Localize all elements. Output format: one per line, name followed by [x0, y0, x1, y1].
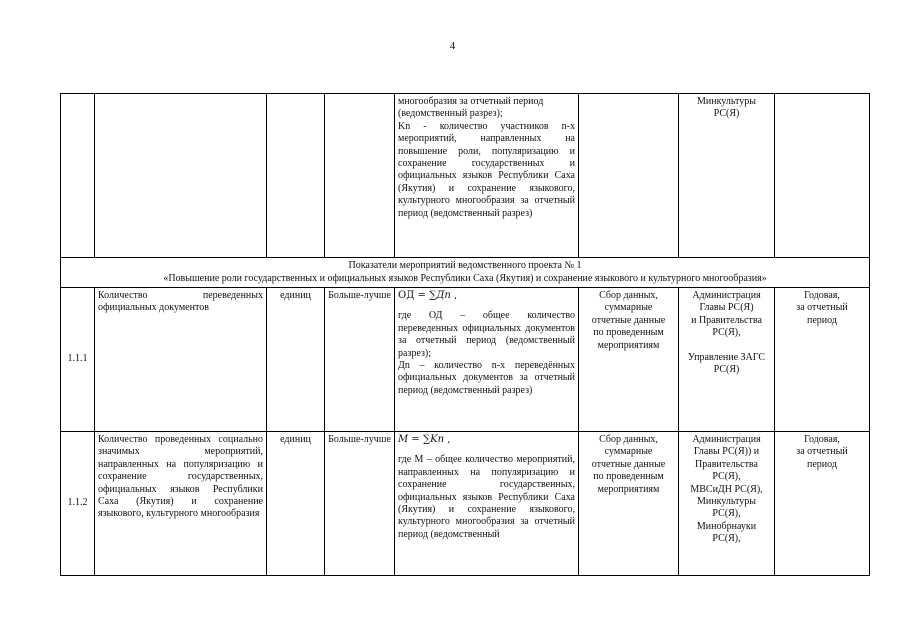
period-text: период [807, 458, 837, 470]
source-text: отчетные данные [591, 458, 666, 470]
cell-direction: Больше-лучше [325, 432, 395, 576]
source-text: мероприятиям [597, 483, 660, 495]
cell-method [395, 94, 579, 258]
cell-name: Количество проведенных социально значимых мероприятий, направленных на популяризацию и сохранение государственных, официальных языков Республики Саха (Якутия) и сохранение языкового, культурного многообразия [95, 432, 267, 576]
cell-name: Количество переведенных официальных документов [95, 288, 267, 432]
responsible-text: РС(Я), [712, 471, 741, 483]
formula: ОД = ∑Дn , [398, 290, 458, 301]
responsible-text: РС(Я), [712, 327, 741, 339]
responsible-text: Администрация [692, 434, 761, 445]
responsible-text: Минкультуры [697, 496, 756, 508]
cell-source [579, 288, 679, 432]
cell-number: 1.1.2 [61, 432, 95, 576]
source-text: суммарные [604, 302, 653, 314]
cell-period [775, 94, 870, 258]
cell-unit [267, 94, 325, 258]
responsible-text: Администрация [692, 290, 761, 301]
section-title: Показатели мероприятий ведомственного проекта № 1 [348, 260, 582, 272]
responsible-text: Минкультуры [697, 96, 756, 107]
period-text: Годовая, [804, 434, 840, 445]
period-text: период [807, 314, 837, 326]
table-row-continuation [61, 94, 870, 258]
table-row [61, 288, 870, 432]
responsible-text: РС(Я) [713, 108, 740, 120]
responsible-text: Правительства [695, 458, 758, 470]
responsible-text: Минобрнауки [696, 520, 757, 532]
source-text: по проведенным [593, 327, 664, 339]
cell-method [395, 432, 579, 576]
source-text: суммарные [604, 446, 653, 458]
responsible-text: и Правительства [691, 314, 762, 326]
responsible-text: МВСиДН РС(Я), [690, 483, 763, 495]
formula: M = ∑Kn , [398, 434, 451, 445]
period-text: за отчетный [796, 446, 848, 458]
method-text: многообразия за отчетный период [398, 96, 544, 107]
source-text: Сбор данных, [599, 434, 658, 445]
cell-period [775, 288, 870, 432]
cell-number: 1.1.1 [61, 288, 95, 432]
method-text: (ведомственный разрез); [398, 108, 503, 120]
source-text: отчетные данные [591, 314, 666, 326]
cell-unit: единиц [267, 288, 325, 432]
method-text: где М – общее количество мероприятий, направленных на популяризацию и сохранение государственных, официальных языков Республики Саха (Якутия) и сохранение языкового, культурного многообразия за отчетный период (ведомственный [398, 454, 575, 540]
responsible-text: Управление ЗАГС [687, 351, 766, 363]
cell-responsible [679, 432, 775, 576]
responsible-text: РС(Я), [712, 533, 741, 545]
cell-source [579, 432, 679, 576]
page-number: 4 [449, 40, 456, 52]
section-header-row [61, 258, 870, 288]
cell-number [61, 94, 95, 258]
responsible-text: РС(Я) [713, 364, 740, 376]
source-text: мероприятиям [597, 339, 660, 351]
cell-source [579, 94, 679, 258]
cell-responsible [679, 288, 775, 432]
period-text: за отчетный [796, 302, 848, 314]
source-text: Сбор данных, [599, 290, 658, 301]
period-text: Годовая, [804, 290, 840, 301]
method-text: Дn – количество n-х переведённых официальных документов за отчетный период (ведомственный разрез) [398, 360, 575, 396]
cell-name [95, 94, 267, 258]
method-text: Kn - количество участников n-х мероприятий, направленных на повышение роли, популяризацию и сохранение государственных и официальных языков Республики Саха (Якутия) и сохранение языкового, культурного многообразия за отчетный период (ведомственный разрез) [398, 120, 575, 219]
responsible-text: Главы РС(Я)) и [693, 446, 760, 458]
method-text: где ОД – общее количество переведенных официальных документов за отчетный период (ведомственный разрез); [398, 310, 575, 359]
cell-responsible [679, 94, 775, 258]
cell-direction [325, 94, 395, 258]
cell-period [775, 432, 870, 576]
cell-method [395, 288, 579, 432]
cell-unit: единиц [267, 432, 325, 576]
responsible-text: РС(Я), [712, 508, 741, 520]
section-header [61, 258, 870, 288]
cell-direction: Больше-лучше [325, 288, 395, 432]
section-subtitle: «Повышение роли государственных и официальных языков Республики Саха (Якутия) и сохранение языкового и культурного многообразия» [163, 272, 767, 284]
source-text: по проведенным [593, 471, 664, 483]
table-row [61, 432, 870, 576]
indicators-table [60, 93, 870, 576]
responsible-text: Главы РС(Я) [699, 302, 754, 314]
